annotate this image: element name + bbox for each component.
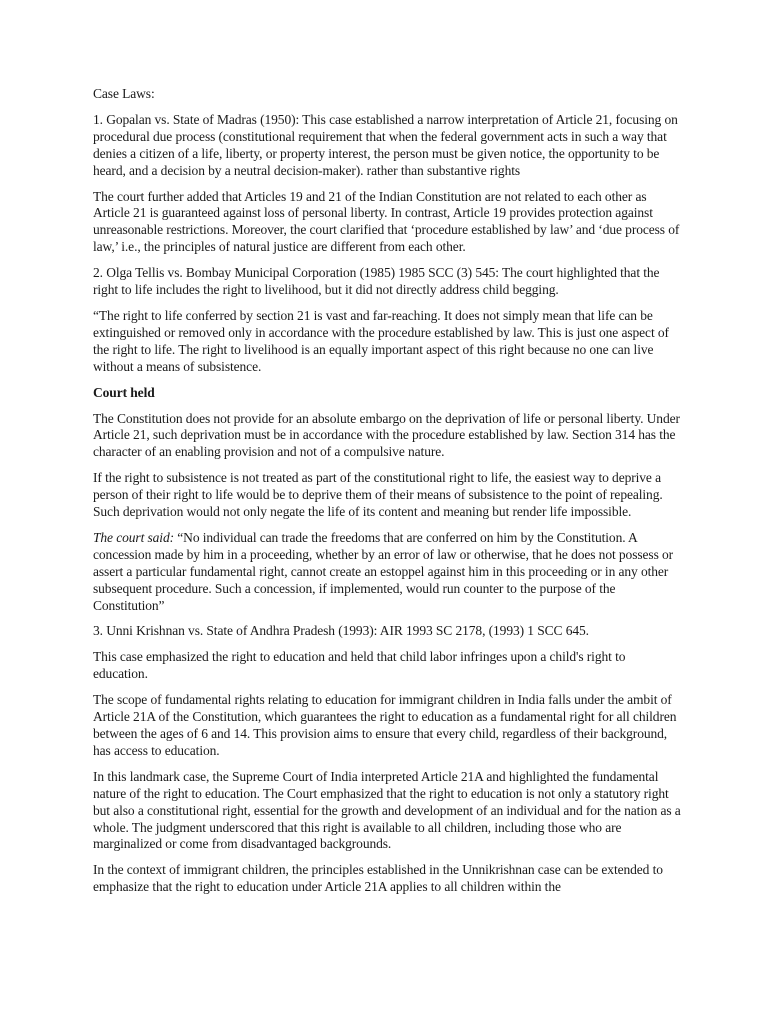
case-3-paragraph: 3. Unni Krishnan vs. State of Andhra Pradesh (1993): AIR 1993 SC 2178, (1993) 1 SCC 645. [93,623,589,639]
case-3-paragraph-4: In the context of immigrant children, the principles established in the Unnikrishnan case can be extended to emphasize that the right to education under Article 21A applies to all children within the [93,862,663,895]
court-held-paragraph-2: If the right to subsistence is not treated as part of the constitutional right to life, the easiest way to deprive a person of their right to life would be to deprive them of their means of subsistence to the point of repealing. Such deprivation would not only negate the life of its content and meaning but render life impossible. [93,470,663,520]
case-3-paragraph-3: In this landmark case, the Supreme Court of India interpreted Article 21A and highlighted the fundamental nature of the right to education. The Court emphasized that the right to education is not only a statutory right but also a constitutional right, essential for the growth and development of an individual and for the nation as a whole. The judgment underscored that this right is available to all children, including those who are marginalized or come from disadvantaged backgrounds. [93,768,681,852]
case-2-quote-paragraph: “The right to life conferred by section 21 is vast and far-reaching. It does not simply mean that life can be extinguished or removed only in accordance with the procedure established by law. This is just one aspect of the right to life. The right to livelihood is an equally important aspect of this right because no one can live without a means of subsistence. [93,307,669,374]
case-1-paragraph: 1. Gopalan vs. State of Madras (1950): This case established a narrow interpretation of Article 21, focusing on procedural due process (constitutional requirement that when the federal government acts in such a way that denies a citizen of a life, liberty, or property interest, the person must be given notice, the opportunity to be heard, and a decision by a neutral decision-maker). rather than substantive rights [93,111,678,178]
court-held-paragraph-1: The Constitution does not provide for an absolute embargo on the deprivation of life or personal liberty. Under Article 21, such deprivation must be in accordance with the procedure established by law. Section 314 has the character of an enabling provision and not of a compulsive nature. [93,410,680,460]
court-said-paragraph [93,530,683,615]
case-3-paragraph-1: This case emphasized the right to education and held that child labor infringes upon a child's right to education. [93,649,626,682]
case-3-paragraph-2: The scope of fundamental rights relating to education for immigrant children in India falls under the ambit of Article 21A of the Constitution, which guarantees the right to education as a fundamental right for all children between the ages of 6 and 14. This provision aims to ensure that every child, regardless of their background, has access to education. [93,692,677,758]
case-1-followup-paragraph: The court further added that Articles 19 and 21 of the Indian Constitution are not related to each other as Article 21 is guaranteed against loss of personal liberty. In contrast, Article 19 provides protection against unreasonable restrictions. Moreover, the court clarified that ‘procedure established by law’ and ‘due process of law,’ i.e., the principles of natural justice are different from each other. [93,188,680,255]
document-page [93,86,683,905]
court-said-text: “No individual can trade the freedoms that are conferred on him by the Constitution. A concession made by him in a proceeding, whether by an error of law or otherwise, that he does not possess or assert a particular fundamental right, cannot create an estoppel against him in this proceeding or in any other subsequent procedure. Such a concession, if implemented, would run counter to the purpose of the Constitution” [93,529,674,613]
court-said-label: The court said: [93,529,174,545]
court-held-heading: Court held [93,384,155,400]
case-2-paragraph: 2. Olga Tellis vs. Bombay Municipal Corporation (1985) 1985 SCC (3) 545: The court highlighted that the right to life includes the right to livelihood, but it did not directly address child begging. [93,265,660,298]
section-title: Case Laws: [93,86,155,101]
